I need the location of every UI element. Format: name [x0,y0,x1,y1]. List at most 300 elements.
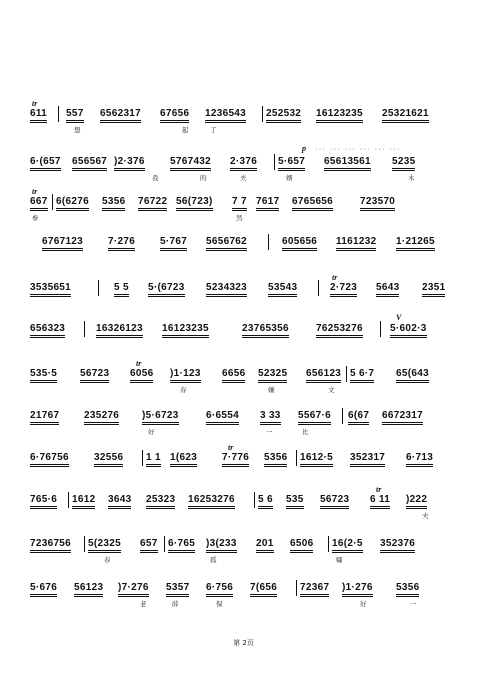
notation-segment: 765·6 [30,494,57,505]
notation-segment: 5·767 [160,236,187,247]
beam-line [292,208,333,209]
notation-segment: 6·756 [206,582,233,593]
beam-line [266,120,301,121]
beam-line [264,466,287,467]
notation-segment: 6·6554 [206,410,239,421]
beam-line [278,170,305,171]
notation-segment: 6056 [130,368,153,379]
notation-segment: 6·(657 [30,156,61,167]
beam-line [256,208,279,209]
barline [268,234,269,250]
notation-segment: 53543 [268,282,297,293]
barline [296,450,297,466]
lyric: 夫 [240,174,247,182]
beam-line [348,422,369,423]
beam-line [206,250,247,251]
notation-segment: 5·657 [278,156,305,167]
beam-line [282,248,317,249]
beam-line [56,208,89,209]
notation-segment: 76253276 [316,323,363,334]
score-line-6 [30,313,460,357]
notation-segment: 5·676 [30,582,57,593]
beam-line [332,550,363,551]
beam-line [336,248,376,249]
beam-line [370,508,390,509]
beam-line [108,250,135,251]
beam-line [56,210,89,211]
notation-segment: 6·76756 [30,452,69,463]
score-line-1 [30,99,460,142]
beam-line [114,168,145,169]
beam-line [30,208,48,209]
lyric: 夫 [422,512,429,520]
notation-segment: )222 [406,494,427,505]
barline [84,536,85,552]
beam-line [300,594,329,595]
dynamic-mark: p [302,144,306,153]
notation-segment: 7·276 [108,236,135,247]
notation-segment: )1·276 [342,582,373,593]
notation-segment: 3 33 [260,410,281,421]
notation-segment: 56723 [320,494,349,505]
beam-line [298,424,331,425]
beam-line [94,464,123,465]
notation-segment: 5·602·3 [390,323,427,334]
beam-line [118,594,149,595]
beam-line [278,168,305,169]
barline [342,408,343,424]
beam-line [96,335,143,336]
beam-line [142,424,179,425]
notation-segment: 6767123 [42,236,83,247]
notation-segment: 252532 [266,108,301,119]
beam-line [72,506,95,507]
beam-line [320,506,349,507]
notation-segment: 6(67 [348,410,369,421]
beam-line [206,594,233,595]
beam-line [108,248,135,249]
notation-segment: 2·376 [230,156,257,167]
notation-segment: 5356 [396,582,419,593]
lyric: 春 [104,556,111,564]
beam-line [30,210,48,211]
notation-segment: 6(6276 [56,196,89,207]
lyric: 薛 [172,600,179,608]
beam-line [300,596,329,597]
beam-line [160,248,187,249]
beam-line [290,552,313,553]
beam-line [406,464,433,465]
beam-line [396,596,419,597]
beam-line [138,210,167,211]
notation-segment: 5567·6 [298,410,331,421]
beam-line [382,120,429,121]
notation-segment: 535 [286,494,304,505]
beam-line [306,380,341,381]
notation-segment: )7·276 [118,582,149,593]
beam-line [264,464,287,465]
beam-line [30,382,57,383]
notation-segment: 56723 [80,368,109,379]
beam-line [42,250,83,251]
beam-line [230,170,257,171]
score-line-11 [30,538,460,572]
lyric: 参 [32,214,39,222]
notation-segment: 56(723) [176,196,213,207]
page-number: 第 2页 [233,639,254,647]
beam-line [108,508,131,509]
beam-line [30,594,57,595]
notation-segment: 6672317 [382,410,423,421]
notation-segment: 32556 [94,452,123,463]
beam-line [84,424,119,425]
barline [84,321,85,337]
lyric: 孤 [210,556,217,564]
beam-line [360,210,395,211]
beam-line [188,506,235,507]
beam-line [206,294,247,295]
beam-line [114,296,129,297]
beam-line [256,550,274,551]
beam-line [118,596,149,597]
beam-line [350,466,385,467]
score-line-12 [30,582,460,616]
beam-line [72,170,107,171]
notation-segment: 16253276 [188,494,235,505]
beam-line [66,120,84,121]
lyric: 保 [216,600,223,608]
lyric: 好 [148,428,155,436]
beam-line [230,168,257,169]
score-line-10 [30,485,460,528]
barline [68,492,69,508]
beam-line [80,380,109,381]
notation-segment: 5356 [102,196,125,207]
beam-line [320,508,349,509]
notation-segment: 557 [66,108,84,119]
score-line-7 [30,359,460,402]
notation-segment: 16123235 [316,108,363,119]
notation-segment: 52325 [258,368,287,379]
beam-line [206,550,237,551]
beam-line [30,464,69,465]
beam-line [148,296,185,297]
beam-line [30,170,61,171]
beam-line [130,380,153,381]
beam-line [222,464,249,465]
beam-line [160,250,187,251]
notation-segment: 6562317 [100,108,141,119]
beam-line [342,596,373,597]
beam-line [72,168,107,169]
notation-segment: 656123 [306,368,341,379]
beam-line [316,120,363,121]
beam-line [206,424,239,425]
beam-line [84,422,119,423]
beam-line [222,466,249,467]
notation-segment: 1236543 [205,108,246,119]
beam-line [232,210,247,211]
lyric: 我 [152,174,159,182]
beam-line [114,294,129,295]
lyric: 文 [328,386,335,394]
beam-line [286,506,304,507]
beam-line [170,382,201,383]
beam-line [206,296,247,297]
beam-line [170,168,211,169]
notation-segment: 352317 [350,452,385,463]
beam-line [332,552,363,553]
notation-segment: 201 [256,538,274,549]
beam-line [422,294,445,295]
beam-line [170,464,197,465]
barline [164,536,165,552]
notation-segment: 3535651 [30,282,71,293]
beam-line [30,337,65,338]
trill-mark: tr [32,99,38,108]
barline [98,280,99,296]
notation-segment: 25323 [146,494,175,505]
notation-segment: 6 11 [370,494,390,505]
beam-line [348,424,369,425]
beam-line [170,380,201,381]
notation-segment: 1·21265 [396,236,435,247]
beam-line [396,382,429,383]
lyric: 比 [302,428,309,436]
score-line-8 [30,410,460,444]
beam-line [306,382,341,383]
beam-line [324,170,371,171]
notation-segment: 2·723 [330,282,357,293]
notation-segment: 7 7 [232,196,247,207]
lyric: 的 [200,174,207,182]
beam-line [336,250,376,251]
beam-line [242,337,289,338]
beam-line [396,594,419,595]
trill-mark: tr [376,485,382,494]
beam-line [292,210,333,211]
notation-segment: 5234323 [206,282,247,293]
beam-line [146,466,161,467]
notation-segment: )5·6723 [142,410,179,421]
beam-line [80,382,109,383]
beam-line [250,596,277,597]
lyric: 木 [408,174,415,182]
beam-line [382,424,423,425]
score-line-5 [30,273,460,316]
notation-segment: 25321621 [382,108,429,119]
beam-line [160,122,189,123]
beam-line [406,466,433,467]
notation-segment: 723570 [360,196,395,207]
beam-line [162,337,209,338]
beam-line [206,596,233,597]
barline [380,321,381,337]
beam-line [222,382,245,383]
notation-segment: 76722 [138,196,167,207]
notation-segment: 1 1 [146,452,161,463]
notation-segment: 5 6·7 [350,368,374,379]
beam-line [30,466,69,467]
notation-segment: 6·765 [168,538,195,549]
beam-line [160,120,189,121]
beam-line [140,550,158,551]
beam-line [390,337,427,338]
beam-line [138,208,167,209]
beam-line [100,120,141,121]
beam-line [206,248,247,249]
beam-line [282,250,317,251]
trill-mark: tr [332,273,338,282]
beam-line [350,380,374,381]
notation-segment: 656567 [72,156,107,167]
score-line-3 [30,187,460,230]
notation-segment: 2351 [422,282,445,293]
beam-line [114,170,145,171]
beam-line [300,466,333,467]
beam-line [260,422,281,423]
beam-line [30,122,47,123]
beam-line [298,422,331,423]
beam-line [94,466,123,467]
beam-line [205,122,246,123]
notation-segment: 5 5 [114,282,129,293]
beam-line [376,294,399,295]
beam-line [170,466,197,467]
notation-segment: 657 [140,538,158,549]
barline [262,106,263,122]
beam-line [330,296,357,297]
beam-line [96,337,143,338]
score-line-9 [30,443,460,486]
notation-segment: 16(2·5 [332,538,363,549]
beam-line [392,170,415,171]
beam-line [146,508,175,509]
beam-line [382,422,423,423]
beam-line [250,594,277,595]
dotted-line: ··· ··· ··· ··· ··· ··· [315,146,402,153]
beam-line [168,550,195,551]
score-line-4 [30,236,460,270]
notation-segment: 1161232 [336,236,376,247]
notation-segment: 16123235 [162,323,209,334]
beam-line [256,210,279,211]
beam-line [30,294,71,295]
breath-mark: V [396,313,402,322]
beam-line [324,168,371,169]
beam-line [396,248,435,249]
beam-line [266,122,301,123]
beam-line [342,594,373,595]
beam-line [258,382,287,383]
beam-line [290,550,313,551]
beam-line [268,294,297,295]
beam-line [390,335,427,336]
notation-segment: 5643 [376,282,399,293]
notation-segment: 23765356 [242,323,289,334]
beam-line [108,506,131,507]
beam-line [188,508,235,509]
barline [254,492,255,508]
notation-segment: 5356 [264,452,287,463]
beam-line [222,380,245,381]
beam-line [162,335,209,336]
notation-segment: 5235 [392,156,415,167]
beam-line [102,210,125,211]
lyric: 想 [74,126,81,134]
beam-line [30,120,47,121]
beam-line [30,296,71,297]
lyric: 然 [236,214,243,222]
beam-line [170,170,211,171]
beam-line [258,508,273,509]
barline [142,450,143,466]
notation-segment: 352376 [380,538,415,549]
beam-line [30,508,57,509]
beam-line [176,208,213,209]
notation-segment: 3643 [108,494,131,505]
lyric: 好 [360,600,367,608]
beam-line [30,168,61,169]
barline [58,106,59,122]
beam-line [268,296,297,297]
notation-segment: )1·123 [170,368,201,379]
notation-segment: 535·5 [30,368,57,379]
beam-line [330,294,357,295]
notation-segment: 7·776 [222,452,249,463]
beam-line [350,382,374,383]
notation-segment: 6765656 [292,196,333,207]
notation-segment: 5 6 [258,494,273,505]
notation-segment: 65(643 [396,368,429,379]
beam-line [376,296,399,297]
beam-line [146,464,161,465]
beam-line [258,380,287,381]
beam-line [382,122,429,123]
beam-line [102,208,125,209]
beam-line [370,506,390,507]
lyric: 春 [180,386,187,394]
notation-segment: 65613561 [324,156,371,167]
beam-line [422,296,445,297]
trill-mark: tr [136,359,142,368]
beam-line [168,552,195,553]
lyric: 孀 [336,556,343,564]
barline [274,154,275,170]
notation-segment: 7236756 [30,538,71,549]
beam-line [30,506,57,507]
beam-line [392,168,415,169]
beam-line [42,248,83,249]
beam-line [30,552,71,553]
beam-line [146,506,175,507]
notation-segment: )2·376 [114,156,145,167]
beam-line [30,550,71,551]
beam-line [242,335,289,336]
beam-line [396,380,429,381]
beam-line [258,506,273,507]
barline [318,280,319,296]
beam-line [176,210,213,211]
beam-line [30,424,59,425]
beam-line [316,335,363,336]
notation-segment: 1612·5 [300,452,333,463]
notation-segment: 16326123 [96,323,143,334]
beam-line [142,422,179,423]
notation-segment: 667 [30,196,48,207]
notation-segment: 72367 [300,582,329,593]
score-line-2 [30,144,460,190]
